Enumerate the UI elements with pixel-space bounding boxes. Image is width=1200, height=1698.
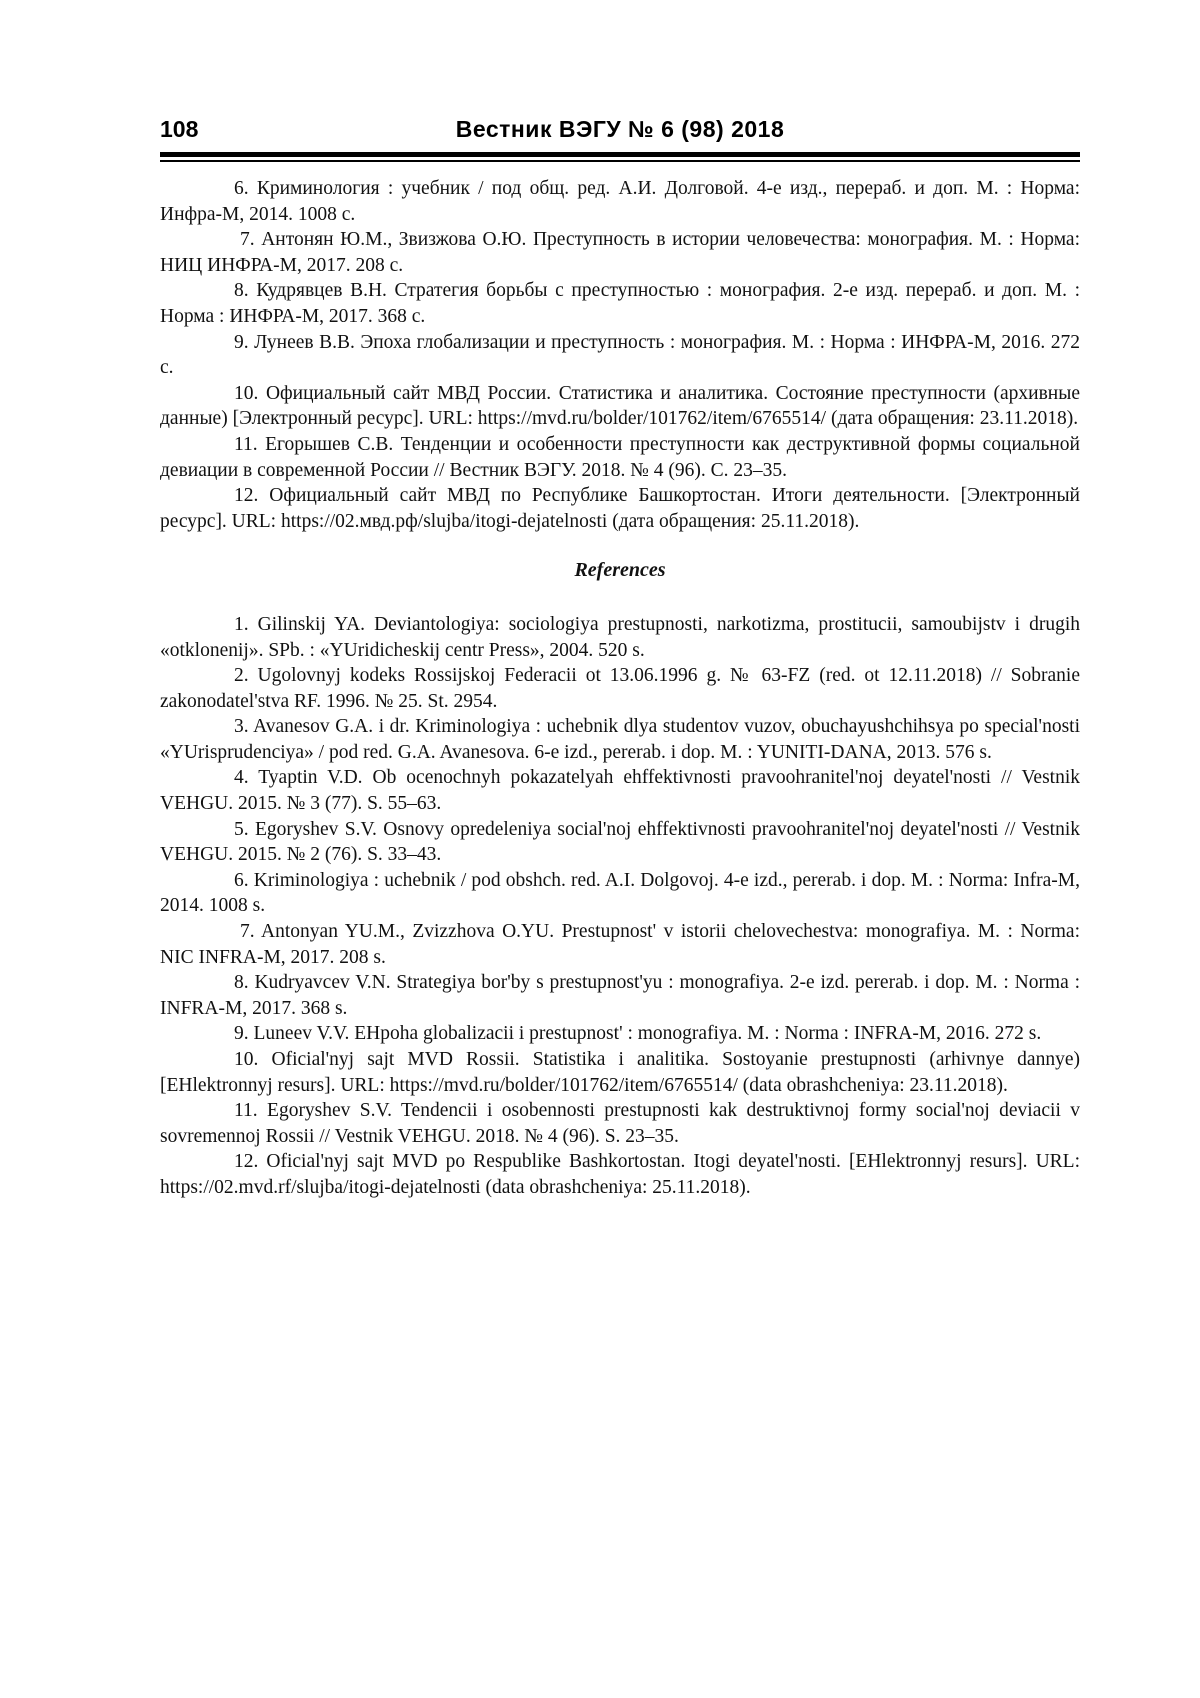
journal-title: Вестник ВЭГУ № 6 (98) 2018 [455,116,785,142]
page-content [160,176,1080,1201]
reference-ru-8: 8. Кудрявцев В.Н. Стратегия борьбы с преступностью : монография. 2-е изд. перераб. и доп. М. : Норма : ИНФРА-М, 2017. 368 с. [160,280,1080,327]
reference-en-3: 3. Avanesov G.A. i dr. Kriminologiya : uchebnik dlya studentov vuzov, obuchayushchihsya po special'nosti «YUrisprudenciya» / pod red. G.A. Avanesova. 6-e izd., pererab. i dop. M. : YUNITI-DANA, 2013. 576 s. [160,716,1080,763]
reference-en-12: 12. Oficial'nyj sajt MVD po Respublike Bashkortostan. Itogi deyatel'nosti. [EHlektronnyj resurs]. URL: https://02.mvd.rf/slujba/itogi-dejatelnosti (data obrashcheniya: 25.11.2018). [160,1151,1080,1198]
reference-en-9: 9. Luneev V.V. EHpoha globalizacii i prestupnost' : monografiya. M. : Norma : INFRA-M, 2016. 272 s. [234,1023,1042,1045]
reference-ru-6: 6. Криминология : учебник / под общ. ред. А.И. Долговой. 4-е изд., перераб. и доп. М. : Норма: Инфра-М, 2014. 1008 с. [160,178,1080,225]
reference-ru-7: 7. Антонян Ю.М., Звизжова О.Ю. Преступность в истории человечества: монография. М. : Норма: НИЦ ИНФРА-М, 2017. 208 с. [160,229,1080,276]
reference-en-2: 2. Ugolovnyj kodeks Rossijskoj Federacii ot 13.06.1996 g. № 63-FZ (red. ot 12.11.2018) // Sobranie zakonodatel'stva RF. 1996. № 25. St. 2954. [160,665,1080,712]
reference-en-4: 4. Tyaptin V.D. Ob ocenochnyh pokazatelyah ehffektivnosti pravoohranitel'noj deyatel'nosti // Vestnik VEHGU. 2015. № 3 (77). S. 55–63. [160,767,1080,815]
reference-en-7: 7. Antonyan YU.M., Zvizzhova O.YU. Prestupnost' v istorii chelovechestva: monografiya. M. : Norma: NIC INFRA-M, 2017. 208 s. [160,921,1080,968]
reference-ru-9: 9. Лунеев В.В. Эпоха глобализации и преступность : монография. М. : Норма : ИНФРА-М, 2016. 272 с. [160,331,1080,379]
reference-ru-11: 11. Егорышев С.В. Тенденции и особенности преступности как деструктивной формы социальной девиации в современной России // Вестник ВЭГУ. 2018. № 4 (96). С. 23–35. [160,433,1080,481]
header-rule-thin [160,160,1080,162]
references-heading: References [574,559,666,582]
reference-en-1: 1. Gilinskij YA. Deviantologiya: sociologiya prestupnosti, narkotizma, prostitucii, samoubijstv i drugih «otklonenij». SPb. : «YUridicheskij centr Press», 2004. 520 s. [160,613,1080,661]
header-rule-thick [160,152,1080,157]
reference-en-8: 8. Kudryavcev V.N. Strategiya bor'by s prestupnost'yu : monografiya. 2-e izd. pererab. i dop. M. : Norma : INFRA-M, 2017. 368 s. [160,972,1080,1019]
references-ru-list [160,176,1080,534]
reference-en-11: 11. Egoryshev S.V. Tendencii i osobennosti prestupnosti kak destruktivnoj formy social'noj deviacii v sovremennoj Rossii // Vestnik VEHGU. 2018. № 4 (96). S. 23–35. [160,1100,1080,1147]
reference-en-5: 5. Egoryshev S.V. Osnovy opredeleniya social'noj ehffektivnosti pravoohranitel'noj deyatel'nosti // Vestnik VEHGU. 2015. № 2 (76). S. 33–43. [160,818,1080,866]
references-en-list [160,612,1080,1201]
page-number: 108 [160,116,199,142]
reference-ru-10: 10. Официальный сайт МВД России. Статистика и аналитика. Состояние преступности (архивные данные) [Электронный ресурс]. URL: https://mvd.ru/bolder/101762/item/6765514/ (дата обращения: 23.11.2018). [160,382,1080,430]
reference-ru-12: 12. Официальный сайт МВД по Республике Башкортостан. Итоги деятельности. [Электронный ресурс]. URL: https://02.мвд.рф/slujba/itogi-dejatelnosti (дата обращения: 25.11.2018). [160,485,1080,532]
reference-en-10: 10. Oficial'nyj sajt MVD Rossii. Statistika i analitika. Sostoyanie prestupnosti (arhivnye dannye) [EHlektronnyj resurs]. URL: https://mvd.ru/bolder/101762/item/6765514/ (data obrashcheniya: 23.11.2018). [160,1049,1080,1096]
running-header [160,116,1080,150]
reference-en-6: 6. Kriminologiya : uchebnik / pod obshch. red. A.I. Dolgovoj. 4-e izd., pererab. i dop. M. : Norma: Infra-M, 2014. 1008 s. [160,869,1080,917]
